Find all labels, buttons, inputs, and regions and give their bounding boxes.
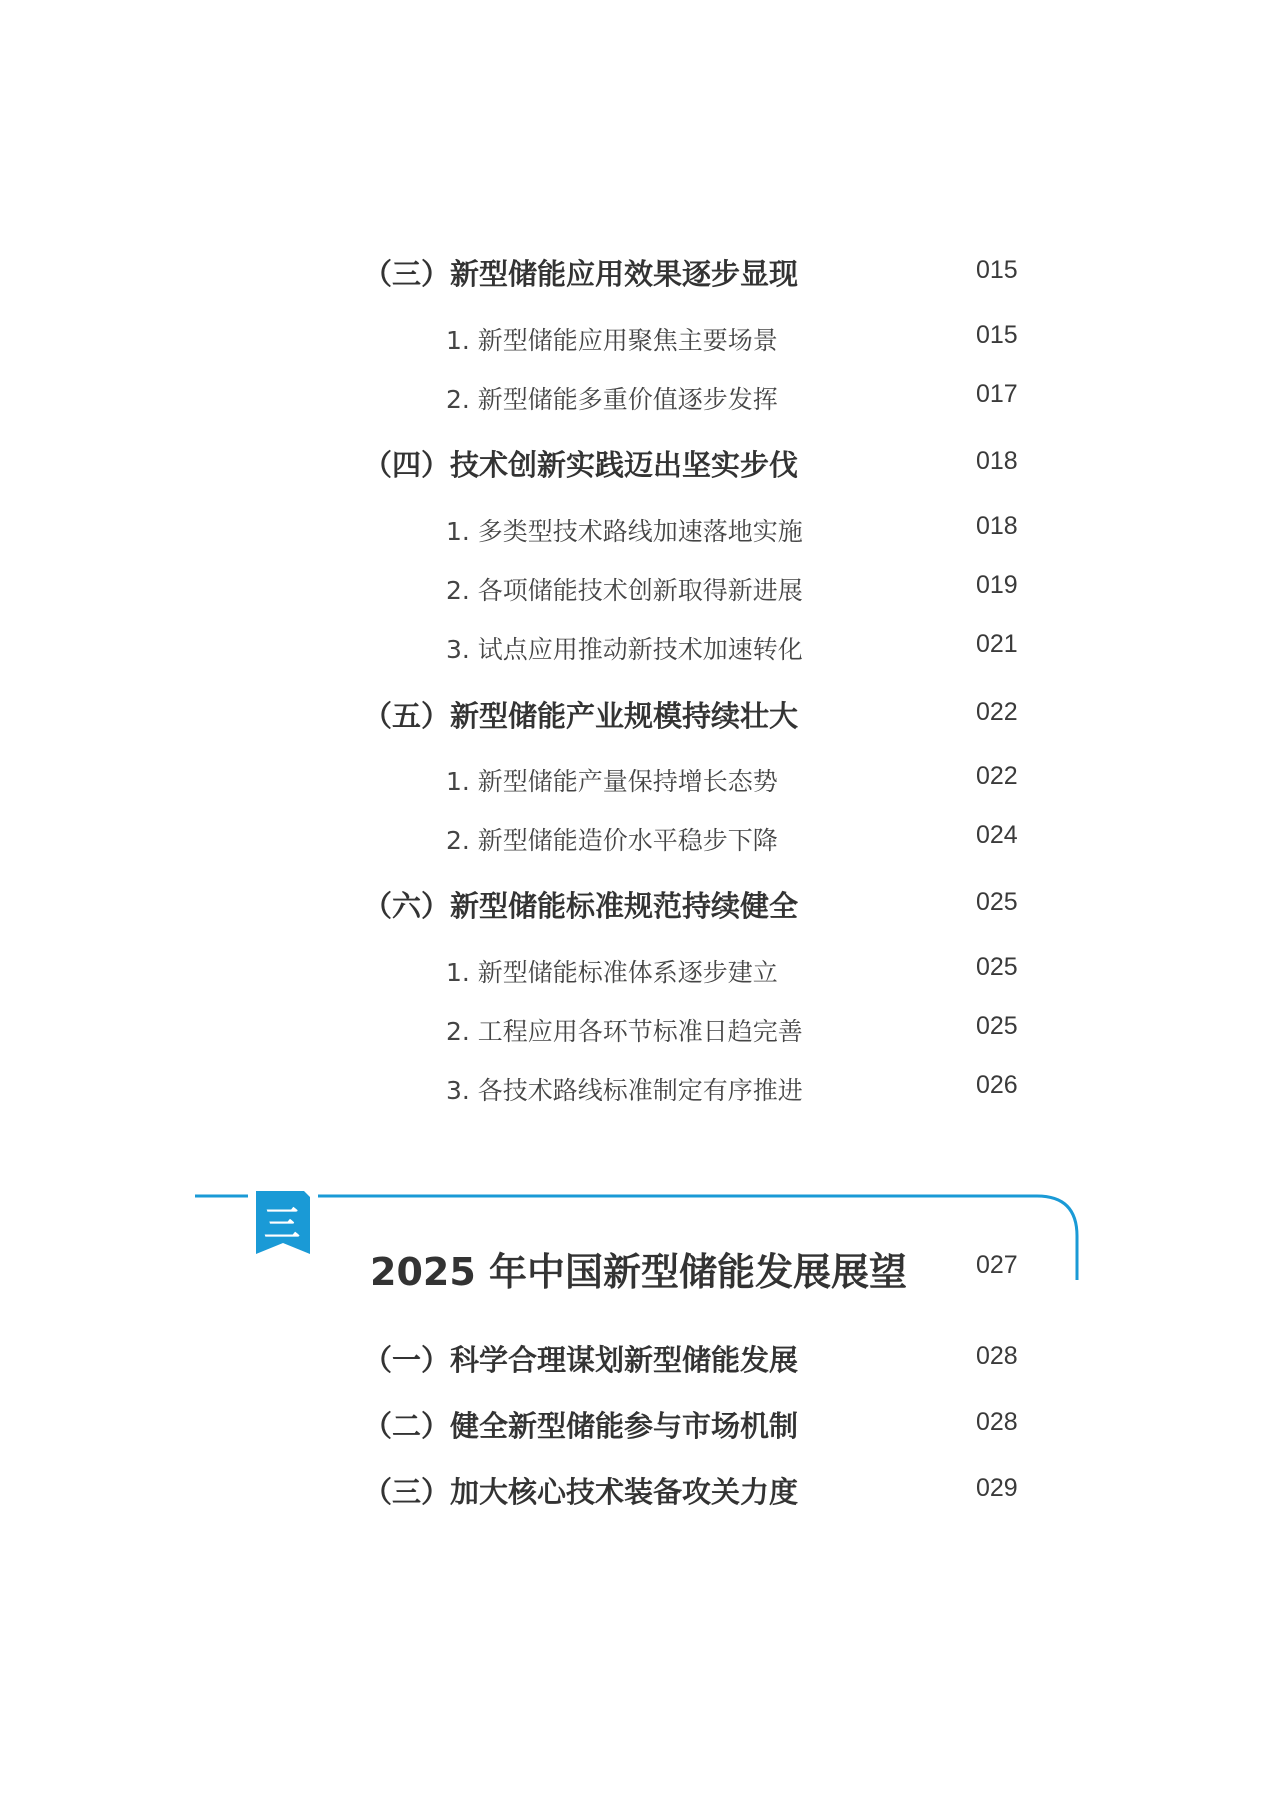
toc-item-title: 3. 各技术路线标准制定有序推进 <box>446 1076 803 1105</box>
toc-page-number: 015 <box>976 256 1018 284</box>
toc-section-title: （三）加大核心技术装备攻关力度 <box>363 1475 799 1509</box>
toc-page-number: 024 <box>976 821 1018 849</box>
toc-section-title: （五）新型储能产业规模持续壮大 <box>363 699 799 733</box>
toc-page-number: 019 <box>976 571 1018 599</box>
toc-page-number: 028 <box>976 1342 1018 1370</box>
toc-item-title: 2. 新型储能造价水平稳步下降 <box>446 826 778 855</box>
toc-item-title: 2. 工程应用各环节标准日趋完善 <box>446 1017 803 1046</box>
toc-item-title: 2. 新型储能多重价值逐步发挥 <box>446 385 778 414</box>
toc-section-title: （二）健全新型储能参与市场机制 <box>363 1409 799 1443</box>
toc-item-title: 1. 新型储能标准体系逐步建立 <box>446 958 778 987</box>
toc-page-number: 017 <box>976 380 1018 408</box>
chapter-page-number: 027 <box>976 1251 1018 1279</box>
toc-section-title: （一）科学合理谋划新型储能发展 <box>363 1343 799 1377</box>
toc-page-number: 015 <box>976 321 1018 349</box>
toc-page-number: 025 <box>976 1012 1018 1040</box>
toc-section-title: （六）新型储能标准规范持续健全 <box>363 889 799 923</box>
toc-page-number: 029 <box>976 1474 1018 1502</box>
chapter-number-badge: 三 <box>263 1203 300 1245</box>
toc-page-number: 018 <box>976 447 1018 475</box>
chapter-title[interactable]: 2025 年中国新型储能发展展望 <box>370 1250 907 1294</box>
toc-item-title: 2. 各项储能技术创新取得新进展 <box>446 576 803 605</box>
toc-page-number: 022 <box>976 762 1018 790</box>
toc-page-number: 021 <box>976 630 1018 658</box>
toc-section-title: （三）新型储能应用效果逐步显现 <box>363 257 799 291</box>
toc-page-number: 028 <box>976 1408 1018 1436</box>
toc-page-number: 025 <box>976 953 1018 981</box>
toc-item-title: 1. 新型储能产量保持增长态势 <box>446 767 778 796</box>
toc-page-number: 026 <box>976 1071 1018 1099</box>
toc-section-title: （四）技术创新实践迈出坚实步伐 <box>363 448 799 482</box>
toc-page-number: 018 <box>976 512 1018 540</box>
toc-page-number: 025 <box>976 888 1018 916</box>
toc-item-title: 1. 多类型技术路线加速落地实施 <box>446 517 803 546</box>
toc-item-title: 3. 试点应用推动新技术加速转化 <box>446 635 803 664</box>
toc-page-number: 022 <box>976 698 1018 726</box>
toc-item-title: 1. 新型储能应用聚焦主要场景 <box>446 326 778 355</box>
